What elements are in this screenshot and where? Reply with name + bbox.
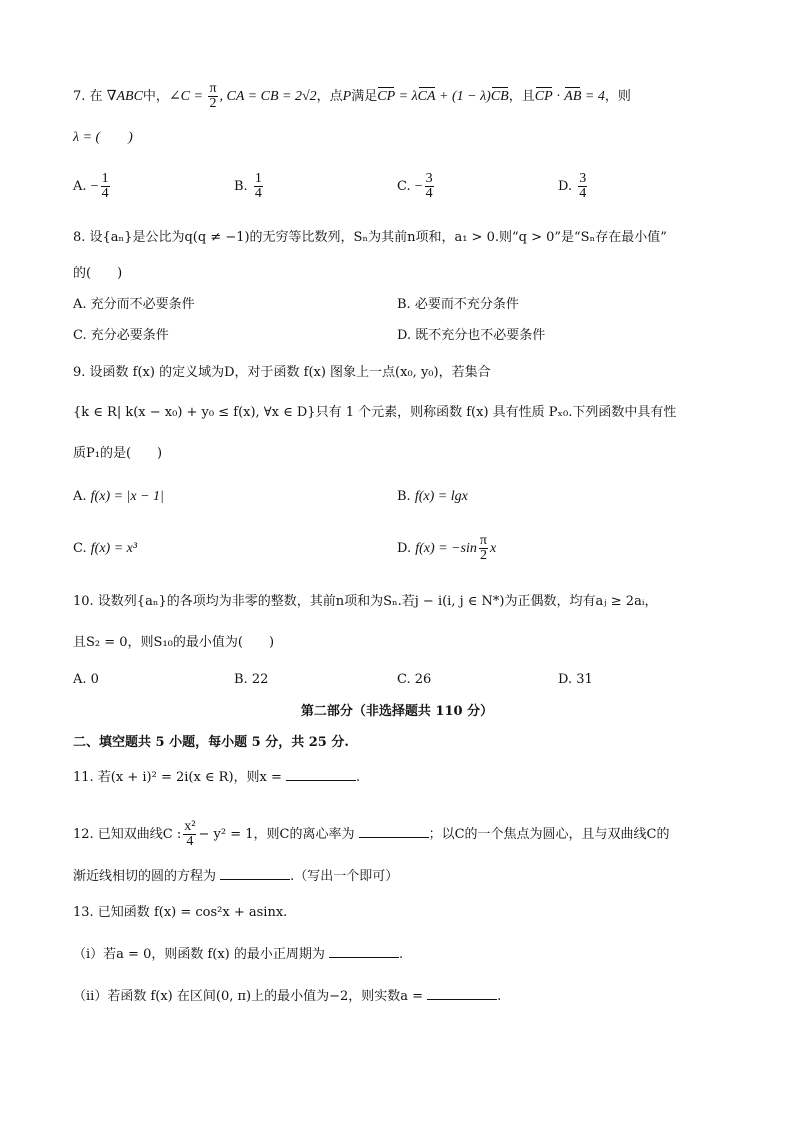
q13-text: （ii）若函数 f(x) 在区间(0, π)上的最小值为−2，则实数a = (73, 989, 424, 1004)
option-label: B. (397, 489, 411, 504)
frac-den: 4 (579, 186, 587, 201)
frac-num: x² (184, 819, 196, 834)
option-label: B. (234, 672, 248, 687)
option-text: 22 (251, 672, 269, 687)
q13-text: . (497, 989, 502, 1004)
q7-point: P (342, 89, 352, 104)
q12-text: ；以C的一个焦点为圆心，且与双曲线C的 (428, 827, 670, 842)
frac-num: 3 (425, 171, 433, 186)
option-text: x (489, 541, 497, 556)
option-text: 充分必要条件 (90, 328, 169, 343)
part2-title: 第二部分（非选择题共 110 分） (300, 704, 494, 719)
option-label: D. (397, 328, 412, 343)
frac-num: 3 (579, 171, 587, 186)
option-label: B. (397, 297, 411, 312)
option-text: f(x) = x³ (90, 541, 138, 556)
option-label: A. (73, 179, 87, 194)
q7-option-b[interactable] (234, 172, 265, 201)
q7-stem-line1 (73, 82, 631, 111)
q8-option-a[interactable] (73, 295, 195, 315)
option-text: 必要而不充分条件 (414, 297, 519, 312)
q9-option-d[interactable] (397, 534, 496, 563)
vector-cp-2: CP (535, 87, 553, 107)
option-label: A. (73, 489, 87, 504)
option-sign: − (90, 179, 99, 194)
option-text: 26 (414, 672, 432, 687)
vector-ab: AB (564, 87, 581, 107)
frac-den: 4 (101, 186, 109, 201)
q9-option-a[interactable] (73, 487, 164, 507)
option-label: C. (397, 672, 411, 687)
q8-option-c[interactable] (73, 326, 169, 346)
q12-stem-line2 (73, 867, 398, 887)
q7-eq: = λ (395, 89, 418, 104)
q7-text: 在 (89, 89, 103, 104)
frac-num: 1 (101, 171, 109, 186)
frac-den: 4 (186, 834, 194, 849)
option-label: D. (397, 541, 412, 556)
frac-den: 2 (479, 548, 487, 563)
q7-triangle: ∇ABC (106, 89, 143, 104)
q10-option-d[interactable] (558, 670, 593, 690)
q12-text: − y² = 1，则C的离心率为 (198, 827, 355, 842)
q11-text: . (356, 770, 361, 785)
q7-angle: ∠C = (168, 89, 207, 104)
q12-text: 12. 已知双曲线C : (73, 827, 182, 842)
q13-part-i (73, 945, 403, 965)
option-label: D. (558, 179, 573, 194)
q8-option-b[interactable] (397, 295, 519, 315)
frac-num: 1 (254, 171, 262, 186)
option-text: f(x) = lgx (414, 489, 468, 504)
q13-ii-blank[interactable] (427, 987, 497, 1000)
option-text: f(x) = |x − 1| (90, 489, 164, 504)
option-label: D. (558, 672, 573, 687)
q10-option-b[interactable] (234, 670, 268, 690)
q7-stem-line2: λ = ( ) (73, 130, 133, 145)
option-label: A. (73, 297, 87, 312)
section-heading: 二、填空题共 5 小题，每小题 5 分，共 25 分. (73, 735, 349, 750)
q7-dot: · (552, 89, 565, 104)
q7-eq: + (1 − λ) (435, 89, 491, 104)
option-text: 0 (90, 672, 99, 687)
q13-text: （i）若a = 0，则函数 f(x) 的最小正周期为 (73, 947, 325, 962)
q12-fraction (183, 820, 196, 849)
option-fraction (578, 172, 587, 201)
option-label: C. (73, 328, 87, 343)
option-text: f(x) = −sin (415, 541, 477, 556)
option-text: 31 (576, 672, 593, 687)
q12-circle-blank[interactable] (220, 867, 290, 880)
q7-option-a[interactable] (73, 172, 112, 201)
option-fraction (254, 172, 263, 201)
q13-stem: 13. 已知函数 f(x) = cos²x + asinx. (73, 905, 288, 920)
frac-num: π (479, 533, 487, 548)
q7-option-d[interactable] (558, 172, 589, 201)
q7-text: ，且 (508, 89, 535, 104)
q13-part-ii (73, 987, 501, 1007)
q7-lengths: , CA = CB = 2√2 (219, 89, 317, 104)
q12-stem-line1 (73, 820, 670, 849)
q10-stem-line2: 且S₂ = 0，则S₁₀的最小值为( ) (73, 635, 275, 650)
q7-pi-over-2 (208, 82, 217, 111)
q7-eq: = 4 (581, 89, 605, 104)
option-label: C. (73, 541, 87, 556)
q10-option-a[interactable] (73, 670, 99, 690)
frac-num: π (209, 81, 217, 96)
vector-ca: CA (418, 87, 436, 107)
q11-answer-blank[interactable] (286, 768, 356, 781)
q10-stem-line1: 10. 设数列{aₙ}的各项均为非零的整数，其前n项和为Sₙ.若j − i(i, j ∈ N*)为正偶数，均有aⱼ ≥ 2aᵢ， (73, 594, 658, 609)
q8-option-d[interactable] (397, 326, 545, 346)
frac-den: 4 (425, 186, 433, 201)
q13-text: . (399, 947, 404, 962)
q9-option-b[interactable] (397, 487, 468, 507)
q13-i-blank[interactable] (329, 945, 399, 958)
option-fraction (479, 534, 488, 563)
option-text: 充分而不必要条件 (90, 297, 195, 312)
option-text: 既不充分也不必要条件 (415, 328, 546, 343)
q7-text: 满足 (351, 89, 378, 104)
q8-stem-line2: 的( ) (73, 266, 123, 281)
q7-option-c[interactable] (397, 172, 436, 201)
q7-text: ，点 (316, 89, 343, 104)
frac-den: 4 (254, 186, 262, 201)
frac-den: 2 (209, 96, 217, 111)
option-fraction (101, 172, 110, 201)
q12-text: .（写出一个即可） (290, 869, 399, 884)
option-label: C. (397, 179, 411, 194)
q7-text: ，则 (604, 89, 631, 104)
option-label: A. (73, 672, 87, 687)
option-fraction (425, 172, 434, 201)
q7-number: 7. (73, 89, 86, 104)
q12-text: 渐近线相切的圆的方程为 (73, 869, 217, 884)
q7-text: 中， (142, 89, 169, 104)
q8-stem-line1: 8. 设{aₙ}是公比为q(q ≠ −1)的无穷等比数列，Sₙ为其前n项和，a₁ > 0.则“q > 0”是“Sₙ存在最小值” (73, 230, 667, 245)
q9-stem-line3: 质P₁的是( ) (73, 446, 163, 461)
q11-text: 11. 若(x + i)² = 2i(x ∈ R)，则x = (73, 770, 282, 785)
option-sign: − (414, 179, 423, 194)
option-label: B. (234, 179, 248, 194)
q11-stem (73, 768, 360, 788)
q12-eccentricity-blank[interactable] (359, 825, 429, 838)
q9-stem-line2: {k ∈ R| k(x − x₀) + y₀ ≤ f(x), ∀x ∈ D}只有 1 个元素，则称函数 f(x) 具有性质 Pₓ₀.下列函数中具有性 (73, 405, 677, 420)
q10-option-c[interactable] (397, 670, 431, 690)
q9-stem-line1: 9. 设函数 f(x) 的定义域为D，对于函数 f(x) 图象上一点(x₀, y₀)，若集合 (73, 365, 491, 380)
vector-cb: CB (491, 87, 509, 107)
vector-cp: CP (377, 87, 395, 107)
q9-option-c[interactable] (73, 539, 137, 559)
